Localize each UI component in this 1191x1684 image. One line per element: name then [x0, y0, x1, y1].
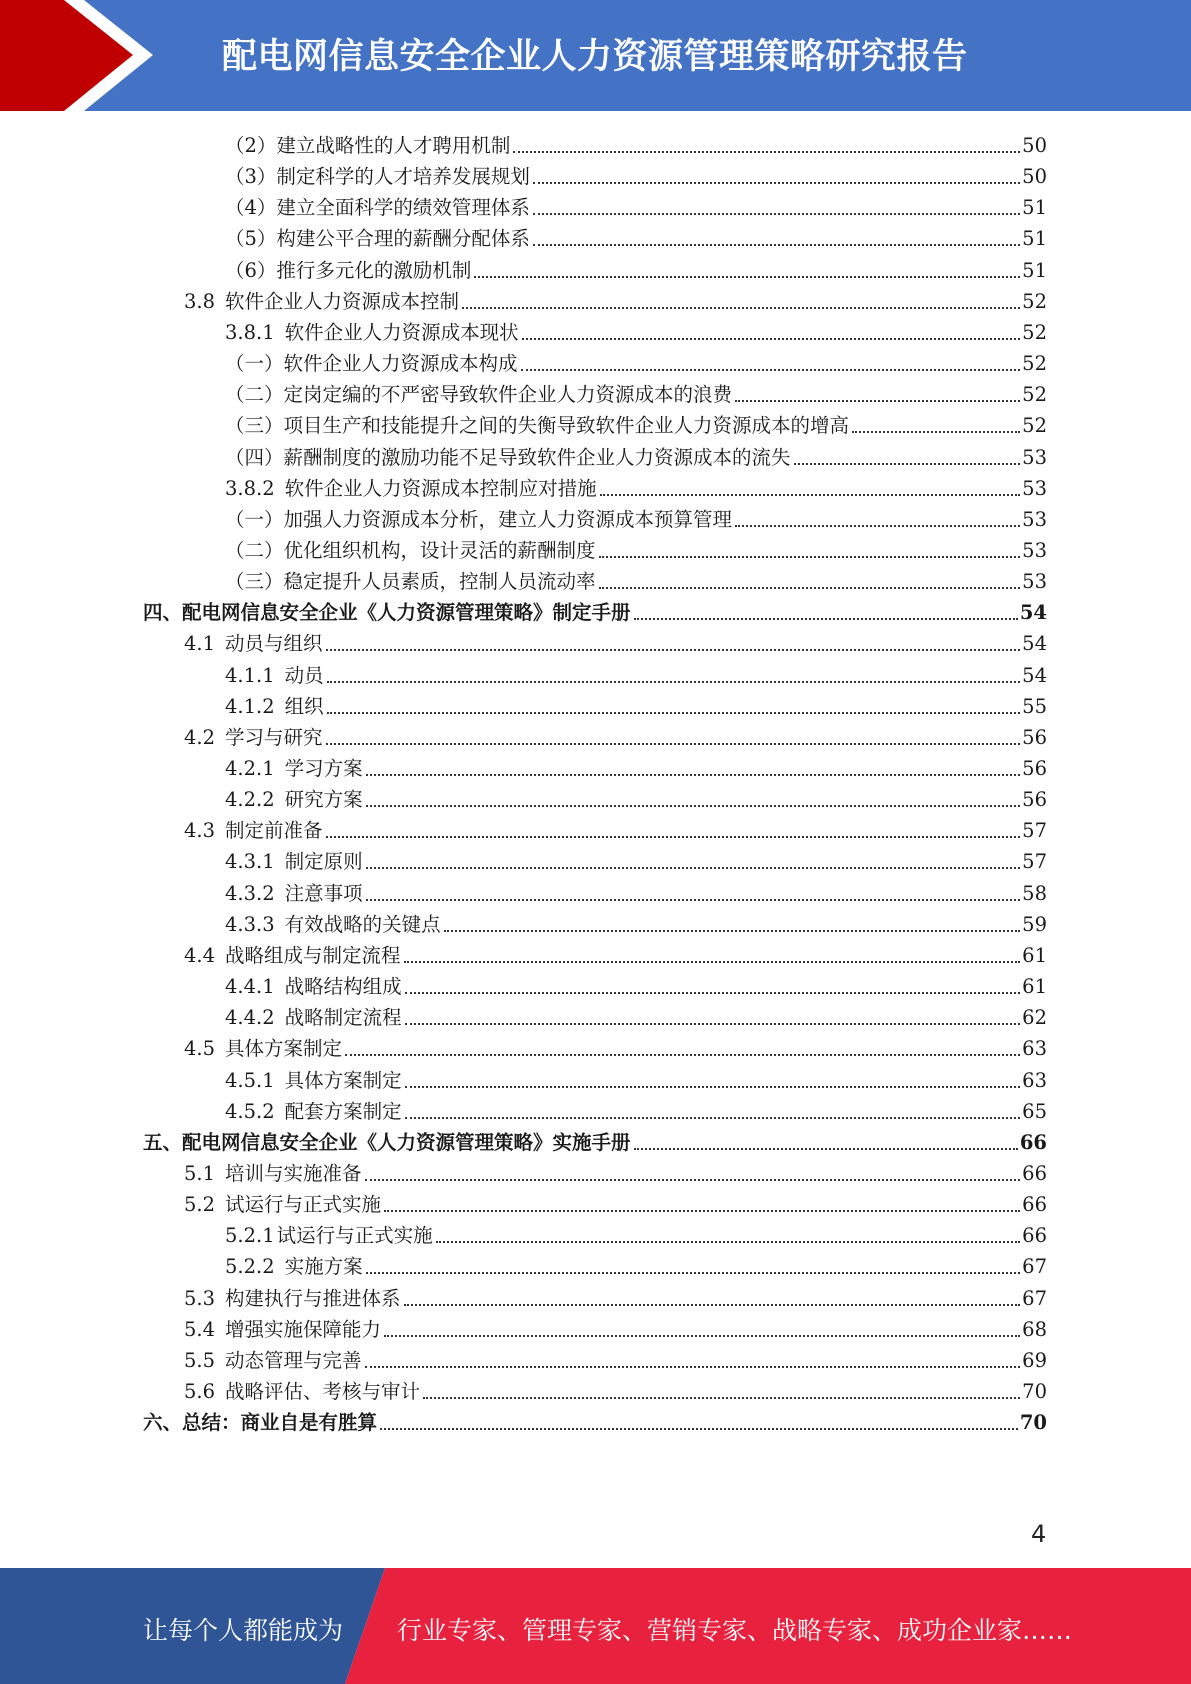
toc-dot-leader: [405, 1117, 1021, 1119]
toc-dot-leader: [327, 681, 1021, 683]
toc-entry-title: 战略评估、考核与审计: [225, 1380, 421, 1403]
toc-entry-page: 54: [1019, 601, 1047, 625]
toc-entry-number: 五、: [143, 1130, 183, 1154]
toc-entry-title: 软件企业人力资源成本控制: [225, 289, 460, 313]
toc-dot-leader: [405, 1023, 1021, 1025]
toc-entry-page: 53: [1022, 507, 1047, 531]
toc-dot-leader: [634, 618, 1018, 620]
toc-entry-page: 52: [1022, 320, 1047, 344]
toc-entry-page: 66: [1022, 1224, 1047, 1248]
toc-entry[interactable]: [184, 1281, 1047, 1312]
toc-entry[interactable]: [225, 689, 1047, 720]
toc-entry-page: 61: [1022, 975, 1047, 999]
toc-entry-page: 66: [1022, 1161, 1047, 1185]
toc-entry-number: 4.1.1: [225, 663, 275, 687]
toc-entry-title: 战略结构组成: [284, 975, 402, 999]
toc-entry-title: 试运行与正式实施: [276, 1224, 433, 1248]
toc-dot-leader: [365, 1179, 1021, 1181]
toc-dot-leader: [405, 1086, 1021, 1088]
toc-dot-leader: [634, 1148, 1018, 1150]
toc-entry[interactable]: [225, 658, 1047, 689]
toc-entry[interactable]: [225, 907, 1047, 938]
toc-entry-title: 实施方案: [284, 1255, 363, 1279]
toc-entry[interactable]: [225, 1218, 1047, 1249]
toc-entry-title: 具体方案制定: [225, 1037, 343, 1061]
toc-entry[interactable]: [225, 969, 1047, 1000]
toc-entry-page: 70: [1019, 1411, 1047, 1435]
toc-entry[interactable]: [184, 1156, 1047, 1187]
toc-dot-leader: [852, 431, 1020, 433]
toc-entry-number: （4）: [225, 196, 277, 220]
toc-entry-number: 4.2: [184, 725, 216, 749]
toc-entry-title: 战略组成与制定流程: [225, 943, 401, 967]
toc-entry-number: 4.2.2: [225, 788, 275, 812]
toc-dot-leader: [384, 1210, 1020, 1212]
toc-entry-title: 战略制定流程: [284, 1006, 402, 1030]
toc-entry-title: 试运行与正式实施: [225, 1193, 382, 1217]
toc-entry-title: 加强人力资源成本分析，建立人力资源成本预算管理: [283, 507, 733, 531]
toc-entry-title: 构建公平合理的薪酬分配体系: [276, 227, 530, 251]
toc-entry-number: （四）: [225, 445, 284, 469]
toc-dot-leader: [404, 1304, 1021, 1306]
toc-dot-leader: [423, 1397, 1020, 1399]
toc-entry-title: 制定原则: [284, 850, 363, 874]
toc-dot-leader: [326, 649, 1021, 651]
toc-dot-leader: [462, 307, 1020, 309]
toc-dot-leader: [735, 400, 1020, 402]
toc-entry-title: 培训与实施准备: [225, 1161, 362, 1185]
toc-entry-title: 制定科学的人才培养发展规划: [276, 165, 530, 189]
toc-entry-title: 研究方案: [284, 788, 363, 812]
toc-entry-title: 学习方案: [284, 757, 363, 780]
toc-entry-title: 稳定提升人员素质，控制人员流动率: [283, 570, 596, 594]
toc-entry[interactable]: [184, 1374, 1047, 1405]
toc-entry-page: 52: [1022, 383, 1047, 407]
toc-entry-title: 推行多元化的激励机制: [276, 258, 472, 282]
toc-dot-leader: [365, 1366, 1021, 1368]
toc-entry[interactable]: [225, 440, 1047, 471]
toc-entry[interactable]: [225, 221, 1047, 252]
toc-dot-leader: [599, 556, 1021, 558]
toc-entry-number: （二）: [225, 383, 284, 407]
toc-entry-title: 动员与组织: [225, 632, 323, 656]
toc-entry-page: 52: [1022, 289, 1047, 313]
toc-dot-leader: [533, 213, 1020, 215]
toc-entry-page: 54: [1022, 663, 1047, 687]
toc-dot-leader: [513, 151, 1020, 153]
toc-entry[interactable]: [184, 813, 1047, 844]
toc-entry[interactable]: [225, 128, 1047, 159]
toc-entry-number: （一）: [225, 352, 284, 376]
toc-entry-title: 建立全面科学的绩效管理体系: [276, 196, 530, 220]
toc-entry-page: 62: [1022, 1006, 1047, 1030]
toc-entry[interactable]: [225, 1000, 1047, 1031]
toc-entry[interactable]: [225, 408, 1047, 439]
toc-entry-number: 3.8.1: [225, 320, 275, 344]
toc-entry-page: 67: [1022, 1255, 1047, 1279]
toc-entry-number: （2）: [225, 134, 277, 157]
toc-entry-page: 56: [1022, 788, 1047, 812]
toc-dot-leader: [404, 961, 1021, 963]
toc-entry-page: 51: [1022, 258, 1047, 282]
toc-entry[interactable]: [225, 502, 1047, 533]
toc-entry[interactable]: [225, 190, 1047, 221]
toc-dot-leader: [345, 1054, 1020, 1056]
page-footer: [0, 1568, 1191, 1684]
toc-entry[interactable]: [225, 564, 1047, 595]
toc-entry-title: 构建执行与推进体系: [225, 1286, 401, 1310]
toc-entry-number: 5.1: [184, 1161, 216, 1185]
toc-entry-number: 4.1: [184, 632, 216, 656]
toc-entry[interactable]: [184, 626, 1047, 657]
toc-entry-title: 有效战略的关键点: [284, 912, 441, 936]
toc-entry-title: 学习与研究: [225, 725, 323, 749]
toc-entry-title: 组织: [284, 694, 324, 718]
toc-entry-page: 53: [1022, 538, 1047, 562]
toc-entry[interactable]: [184, 1187, 1047, 1218]
toc-entry[interactable]: [184, 1031, 1047, 1062]
toc-entry[interactable]: [225, 1063, 1047, 1094]
page-number: 4: [1031, 1520, 1047, 1548]
toc-entry-number: 4.1.2: [225, 694, 275, 718]
toc-entry-number: 4.3.3: [225, 912, 275, 936]
toc-entry-page: 53: [1022, 445, 1047, 469]
toc-dot-leader: [366, 867, 1021, 869]
toc-entry-number: 4.5.1: [225, 1068, 275, 1092]
toc-entry-title: 配套方案制定: [284, 1099, 402, 1123]
toc-dot-leader: [366, 899, 1021, 901]
toc-entry[interactable]: [225, 533, 1047, 564]
toc-entry-page: 52: [1022, 414, 1047, 438]
toc-entry-page: 59: [1022, 912, 1047, 936]
footer-slogan-right: 行业专家、管理专家、营销专家、战略专家、成功企业家……: [397, 1616, 1073, 1645]
toc-entry-number: （一）: [225, 507, 284, 531]
toc-entry[interactable]: [225, 782, 1047, 813]
toc-entry-title: 动员: [284, 663, 324, 687]
toc-entry[interactable]: [225, 346, 1047, 377]
toc-dot-leader: [474, 276, 1020, 278]
toc-entry-title: 薪酬制度的激励功能不足导致软件企业人力资源成本的流失: [283, 445, 791, 469]
toc-entry-number: 4.3.2: [225, 881, 275, 905]
toc-entry-title: 制定前准备: [225, 819, 323, 843]
toc-entry-title: 配电网信息安全企业《人力资源管理策略》实施手册: [182, 1130, 631, 1154]
toc-entry[interactable]: [143, 595, 1047, 626]
toc-entry-number: 5.5: [184, 1348, 216, 1372]
toc-entry-page: 50: [1022, 165, 1047, 189]
page-header: [0, 0, 1191, 111]
toc-entry[interactable]: [184, 1312, 1047, 1343]
toc-entry-page: 70: [1022, 1380, 1047, 1403]
toc-entry-number: 四、: [143, 601, 183, 625]
toc-entry-page: 65: [1022, 1099, 1047, 1123]
toc-dot-leader: [366, 774, 1021, 776]
toc-entry-number: 4.4.2: [225, 1006, 275, 1030]
toc-entry-page: 55: [1022, 694, 1047, 718]
toc-entry-number: 5.3: [184, 1286, 216, 1310]
toc-entry[interactable]: [225, 471, 1047, 502]
toc-entry-number: （5）: [225, 227, 277, 251]
toc-entry[interactable]: [225, 253, 1047, 284]
toc-entry-title: 软件企业人力资源成本现状: [284, 320, 519, 344]
toc-entry-page: 51: [1022, 227, 1047, 251]
toc-entry-number: （3）: [225, 165, 277, 189]
toc-dot-leader: [384, 1335, 1020, 1337]
toc-entry-title: 总结：商业自是有胜算: [182, 1411, 378, 1435]
toc-entry-page: 56: [1022, 757, 1047, 780]
toc-entry-number: 3.8: [184, 289, 216, 313]
toc-entry[interactable]: [225, 1249, 1047, 1280]
toc-entry-page: 57: [1022, 819, 1047, 843]
toc-entry-page: 51: [1022, 196, 1047, 220]
toc-entry-title: 软件企业人力资源成本控制应对措施: [284, 476, 597, 500]
toc-entry-title: 优化组织机构，设计灵活的薪酬制度: [283, 538, 596, 562]
toc-dot-leader: [735, 525, 1020, 527]
toc-entry[interactable]: [225, 159, 1047, 190]
toc-entry-number: 5.4: [184, 1317, 216, 1341]
toc-entry-number: 4.4.1: [225, 975, 275, 999]
toc-entry-number: 5.2.1: [225, 1224, 275, 1248]
toc-dot-leader: [436, 1241, 1021, 1243]
toc-entry-page: 68: [1022, 1317, 1047, 1341]
toc-entry-number: 六、: [143, 1411, 183, 1435]
toc-entry-number: 5.2: [184, 1193, 216, 1217]
toc-entry-page: 57: [1022, 850, 1047, 874]
toc-dot-leader: [599, 587, 1021, 589]
toc-dot-leader: [366, 805, 1021, 807]
toc-dot-leader: [600, 494, 1021, 496]
toc-entry-page: 69: [1022, 1348, 1047, 1372]
toc-dot-leader: [405, 992, 1021, 994]
toc-dot-leader: [326, 836, 1021, 838]
toc-entry-number: 4.5.2: [225, 1099, 275, 1123]
toc-entry[interactable]: [225, 315, 1047, 346]
toc-entry-title: 项目生产和技能提升之间的失衡导致软件企业人力资源成本的增高: [283, 414, 850, 438]
toc-dot-leader: [533, 182, 1020, 184]
toc-entry-title: 动态管理与完善: [225, 1348, 362, 1372]
document-title: 配电网信息安全企业人力资源管理策略研究报告: [222, 37, 968, 77]
toc-entry-number: （三）: [225, 570, 284, 594]
toc-dot-leader: [366, 1272, 1021, 1274]
toc-dot-leader: [327, 712, 1021, 714]
toc-dot-leader: [326, 743, 1021, 745]
toc-entry-number: （三）: [225, 414, 284, 438]
toc-entry[interactable]: [143, 1125, 1047, 1156]
toc-entry-page: 52: [1022, 352, 1047, 376]
toc-entry-number: 3.8.2: [225, 476, 275, 500]
toc-entry-number: 4.2.1: [225, 757, 275, 780]
toc-entry-number: 4.3.1: [225, 850, 275, 874]
toc-entry[interactable]: [225, 876, 1047, 907]
toc-dot-leader: [444, 930, 1021, 932]
header-arrow-decoration: [0, 0, 260, 111]
toc-entry-number: 4.3: [184, 819, 216, 843]
toc-entry[interactable]: [143, 1405, 1047, 1436]
toc-dot-leader: [533, 244, 1020, 246]
toc-entry[interactable]: [225, 1094, 1047, 1125]
toc-dot-leader: [794, 463, 1021, 465]
toc-entry[interactable]: [225, 844, 1047, 875]
toc-entry-page: 50: [1022, 134, 1047, 157]
toc-entry[interactable]: [225, 377, 1047, 408]
toc-entry-page: 54: [1022, 632, 1047, 656]
toc-entry-page: 63: [1022, 1037, 1047, 1061]
toc-entry[interactable]: [225, 751, 1047, 782]
toc-dot-leader: [521, 369, 1021, 371]
toc-entry-number: 4.5: [184, 1037, 216, 1061]
toc-entry-number: 5.2.2: [225, 1255, 275, 1279]
toc-entry-number: （6）: [225, 258, 277, 282]
toc-entry-title: 配电网信息安全企业《人力资源管理策略》制定手册: [182, 601, 631, 625]
toc-entry-title: 软件企业人力资源成本构成: [283, 352, 518, 376]
toc-entry-page: 53: [1022, 570, 1047, 594]
toc-entry[interactable]: [184, 720, 1047, 751]
footer-slogan-left: 让每个人都能成为: [143, 1616, 344, 1645]
toc-entry[interactable]: [184, 1343, 1047, 1374]
toc-entry-page: 66: [1019, 1130, 1047, 1154]
toc-entry-title: 建立战略性的人才聘用机制: [276, 134, 511, 157]
toc-dot-leader: [522, 338, 1021, 340]
toc-entry-page: 63: [1022, 1068, 1047, 1092]
toc-entry-page: 53: [1022, 476, 1047, 500]
toc-entry[interactable]: [184, 284, 1047, 315]
toc-entry[interactable]: [184, 938, 1047, 969]
toc-entry-page: 67: [1022, 1286, 1047, 1310]
toc-dot-leader: [380, 1428, 1018, 1430]
toc-entry-page: 66: [1022, 1193, 1047, 1217]
toc-entry-number: 5.6: [184, 1380, 216, 1403]
toc-entry-page: 61: [1022, 943, 1047, 967]
toc-entry-title: 定岗定编的不严密导致软件企业人力资源成本的浪费: [283, 383, 733, 407]
toc-entry-page: 58: [1022, 881, 1047, 905]
toc-entry-page: 56: [1022, 725, 1047, 749]
toc-entry-title: 注意事项: [284, 881, 363, 905]
toc-entry-title: 增强实施保障能力: [225, 1317, 382, 1341]
toc-entry-number: （二）: [225, 538, 284, 562]
toc-entry-number: 4.4: [184, 943, 216, 967]
toc-entry-title: 具体方案制定: [284, 1068, 402, 1092]
